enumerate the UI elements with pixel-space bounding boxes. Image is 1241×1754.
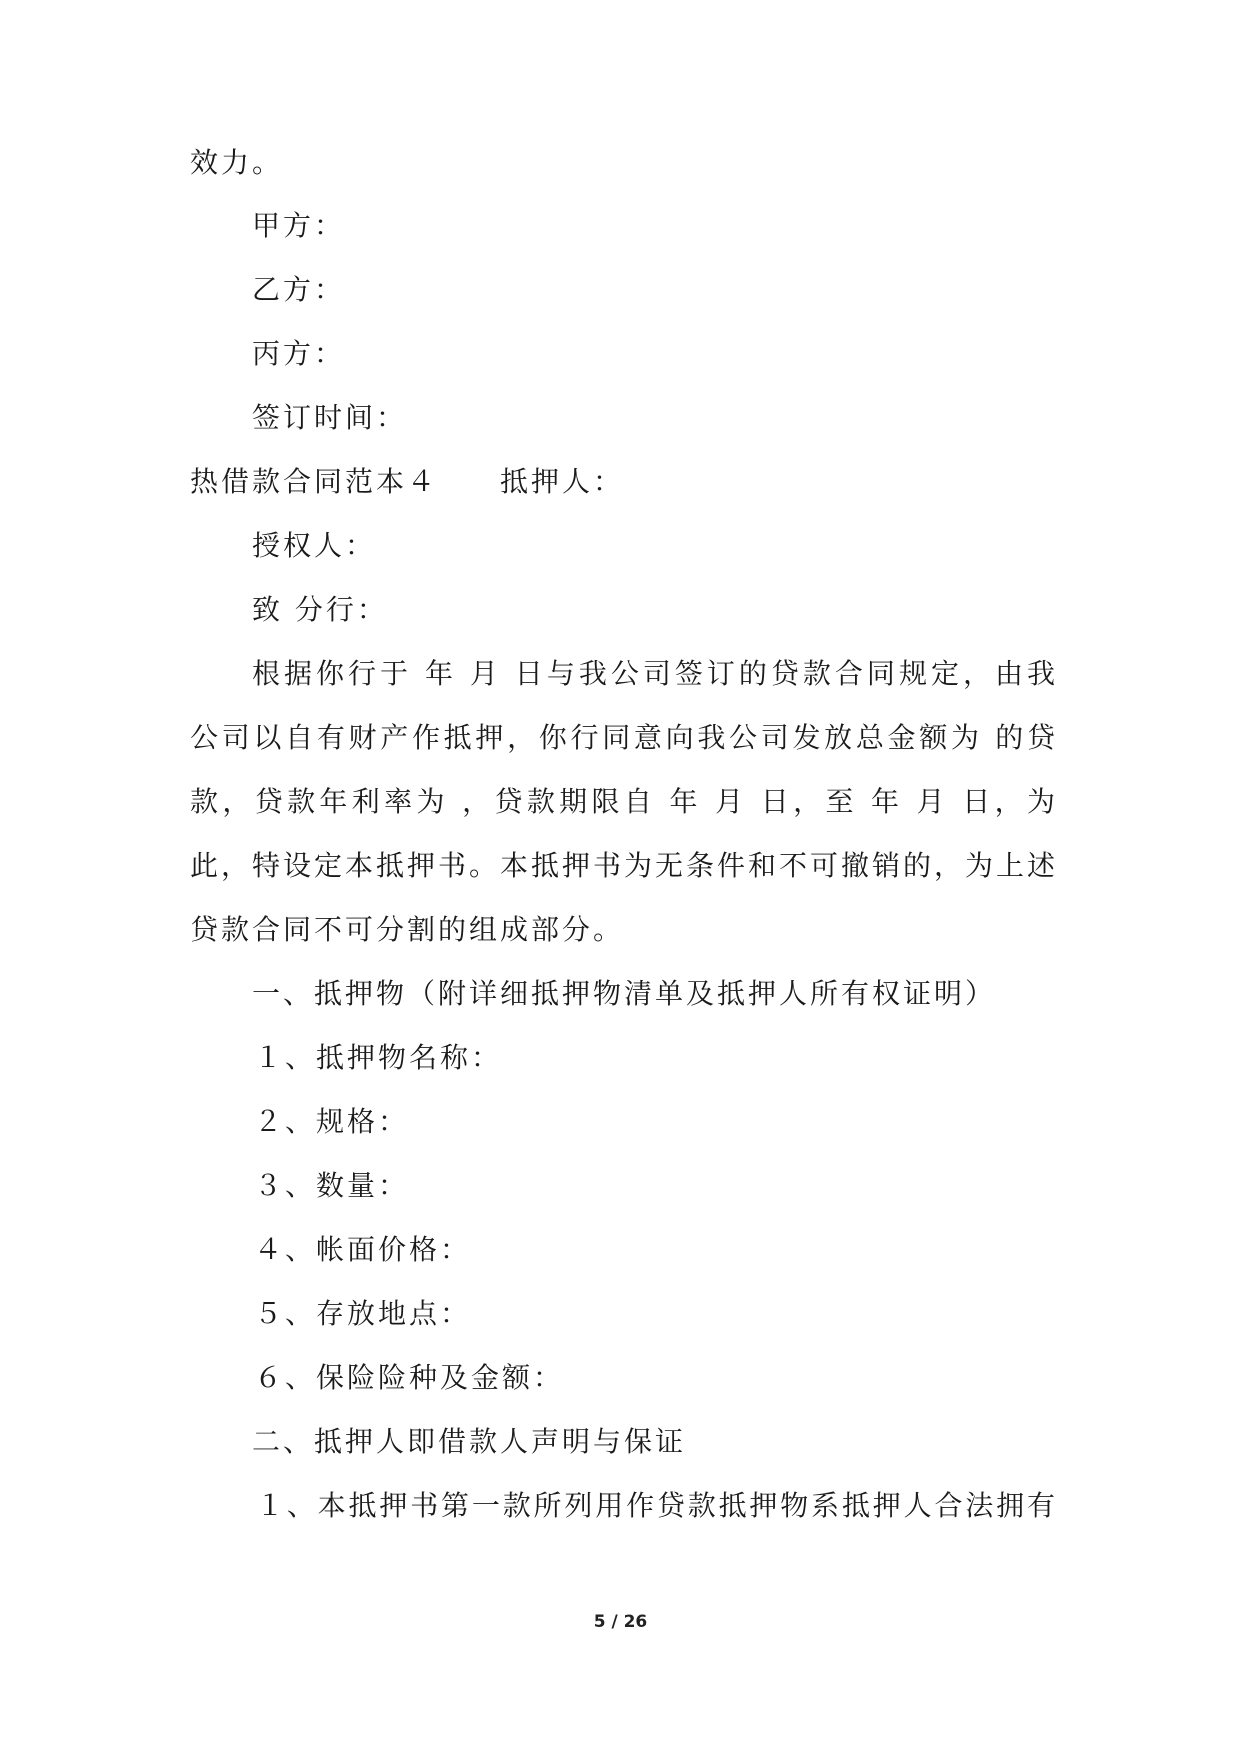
list-item: ３、数量： [254,1169,410,1202]
recipient-line: 致 分行： [252,593,388,626]
list-item: １、抵押物名称： [254,1041,503,1074]
paragraph-line: 此，特设定本抵押书。本抵押书为无条件和不可撤销的，为上述 [190,849,1055,882]
authorized-person-label: 授权人： [252,529,377,562]
party-b-label: 乙方： [252,273,346,306]
heading-two: 二、抵押人即借款人声明与保证 [252,1425,687,1458]
text-line-1: 效力。 [190,146,284,179]
list-item: ２、规格： [254,1105,410,1138]
paragraph-line: 款，贷款年利率为 ，贷款期限自 年 月 日，至 年 月 日，为 [190,785,1055,818]
paragraph-line: １、本抵押书第一款所列用作贷款抵押物系抵押人合法拥有 [256,1489,1055,1522]
paragraph-line: 贷款合同不可分割的组成部分。 [190,913,625,946]
party-c-label: 丙方： [252,337,346,370]
list-item: ５、存放地点： [254,1297,472,1330]
paragraph-line: 根据你行于 年 月 日与我公司签订的贷款合同规定，由我 [252,657,1055,690]
list-item: ６、保险险种及金额： [254,1361,565,1394]
section-title: 热借款合同范本４ 抵押人： [190,465,625,498]
heading-one: 一、抵押物（附详细抵押物清单及抵押人所有权证明） [252,977,997,1010]
list-item: ４、帐面价格： [254,1233,472,1266]
paragraph-line: 公司以自有财产作抵押，你行同意向我公司发放总金额为 的贷 [190,721,1055,754]
page-number: 5 / 26 [593,1612,648,1632]
party-a-label: 甲方： [252,209,346,242]
signing-date-label: 签订时间： [252,401,408,434]
